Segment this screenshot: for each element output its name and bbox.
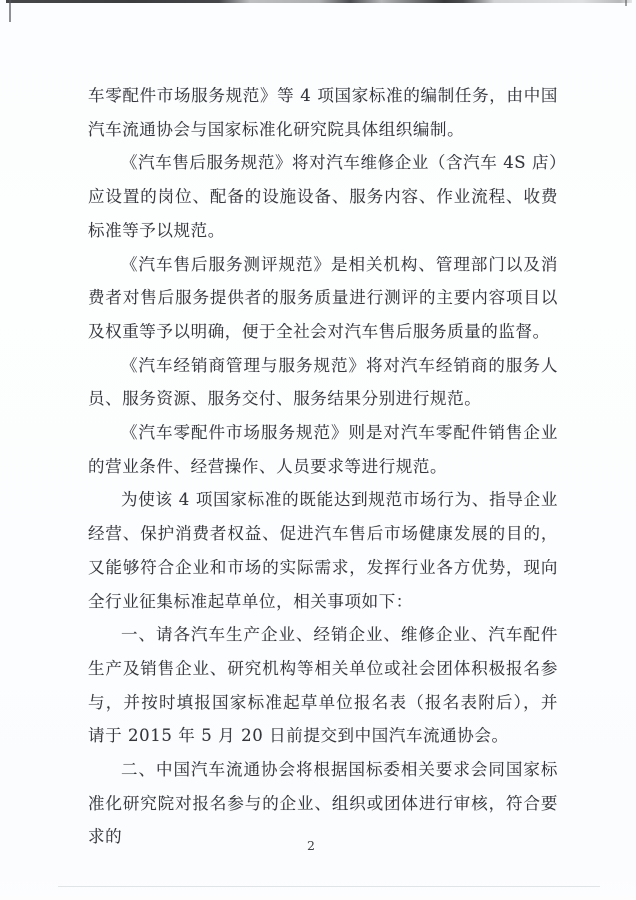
document-body-text <box>88 79 558 854</box>
scan-edge-artifact-right <box>625 0 627 6</box>
page-number: 2 <box>307 838 315 853</box>
paragraph: 车零配件市场服务规范》等 4 项国家标准的编制任务，由中国汽车流通协会与国家标准化研究院具体组织编制。 <box>88 86 558 139</box>
scan-edge-artifact-top <box>6 0 632 3</box>
paragraph: 为使该 4 项国家标准的既能达到规范市场行为、指导企业经营、保护消费者权益、促进汽车售后市场健康发展的目的，又能够符合企业和市场的实际需求，发挥行业各方优势，现向全行业征集标准起草单位，相关事项如下： <box>88 490 558 611</box>
paragraph: 一、请各汽车生产企业、经销企业、维修企业、汽车配件生产及销售企业、研究机构等相关单位或社会团体积极报名参与，并按时填报国家标准起草单位报名表（报名表附后），并请于 2015 年 5 月 20 日前提交到中国汽车流通协会。 <box>88 625 558 746</box>
paragraph: 《汽车零配件市场服务规范》则是对汽车零配件销售企业的营业条件、经营操作、人员要求等进行规范。 <box>88 423 558 476</box>
paragraph: 《汽车经销商管理与服务规范》将对汽车经销商的服务人员、服务资源、服务交付、服务结果分别进行规范。 <box>88 355 558 409</box>
paragraph: 二、中国汽车流通协会将根据国标委相关要求会同国家标准化研究院对报名参与的企业、组织或团体进行审核，符合要求的 <box>88 760 558 847</box>
scan-edge-artifact-bottom <box>58 886 600 887</box>
scan-edge-artifact-left <box>9 0 11 22</box>
paragraph: 《汽车售后服务测评规范》是相关机构、管理部门以及消费者对售后服务提供者的服务质量进行测评的主要内容项目以及权重等予以明确，便于全社会对汽车售后服务质量的监督。 <box>88 254 558 341</box>
paragraph: 《汽车售后服务规范》将对汽车维修企业（含汽车 4S 店）应设置的岗位、配备的设施设备、服务内容、作业流程、收费标准等予以规范。 <box>88 153 558 240</box>
